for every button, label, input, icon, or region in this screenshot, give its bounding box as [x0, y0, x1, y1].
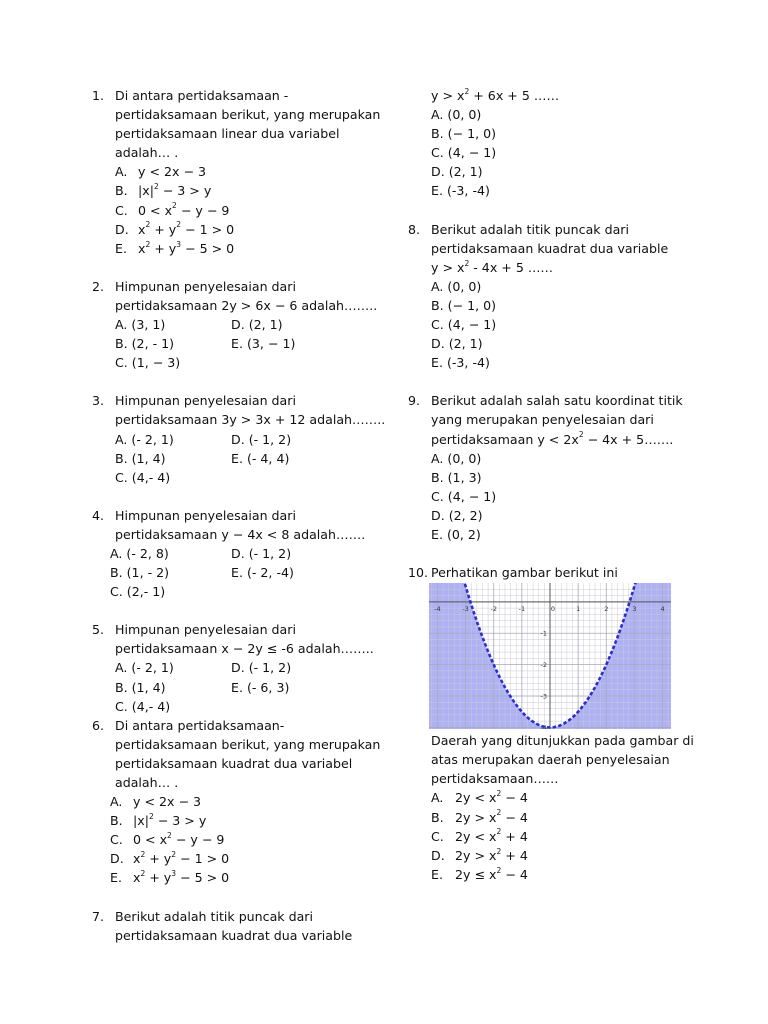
x-tick-label: 1	[576, 604, 581, 613]
answer-option[interactable]: D. (2, 1)	[431, 336, 483, 352]
question-line: Berikut adalah titik puncak dari	[115, 908, 313, 924]
question-line: Berikut adalah titik puncak dari	[431, 221, 629, 237]
x-tick-label: -3	[462, 604, 469, 613]
question-line: $y > x^2 - 4x + 5$ ……	[431, 258, 554, 275]
answer-option[interactable]: D. (2, 2)	[431, 507, 483, 523]
question-text	[115, 716, 392, 792]
question-text	[115, 620, 392, 658]
answer-option[interactable]: E. (-3, -4)	[431, 183, 490, 199]
empty-cell	[231, 697, 392, 716]
answer-options-grid	[92, 315, 392, 372]
parabola-graph	[429, 583, 671, 729]
question-line: pertidaksamaan kuadrat dua variabel	[115, 755, 353, 771]
question-9	[408, 391, 698, 544]
question-number: 1.	[92, 88, 105, 103]
answer-option[interactable]	[431, 865, 698, 884]
answer-option[interactable]	[115, 162, 392, 181]
option-text: $0 < x^2 - y - 9$	[133, 831, 225, 848]
question-row	[92, 506, 392, 544]
empty-cell	[231, 353, 392, 372]
answer-option[interactable]: A. (3, 1)	[115, 317, 166, 333]
answer-option[interactable]: B. (1, - 2)	[110, 565, 170, 581]
question-10	[408, 563, 698, 884]
question-text	[115, 277, 392, 315]
answer-option[interactable]	[431, 808, 698, 827]
question-line: atas merupakan daerah penyelesaian	[431, 752, 670, 768]
option-label: C.	[115, 202, 128, 218]
empty-cell	[231, 468, 392, 487]
question-line: Himpunan penyelesaian dari	[115, 278, 296, 294]
answer-option[interactable]	[110, 868, 392, 887]
answer-option[interactable]: C. (4, − 1)	[431, 317, 497, 333]
option-label: E.	[110, 870, 122, 886]
question-5	[92, 620, 392, 715]
answer-options	[408, 105, 698, 200]
option-text: $2y > x^2 - 4$	[455, 808, 528, 825]
question-line: pertidaksamaan……	[431, 771, 559, 787]
option-label: D.	[110, 851, 124, 867]
question-line: pertidaksamaan berikut, yang merupakan	[115, 107, 381, 123]
question-line: pertidaksamaan y − 4x < 8 adalah…….	[115, 526, 366, 542]
question-text	[431, 563, 698, 582]
question-line: Himpunan penyelesaian dari	[115, 622, 296, 638]
question-line: Berikut adalah salah satu koordinat titik	[431, 393, 683, 409]
answer-option[interactable]: B. (− 1, 0)	[431, 297, 497, 313]
answer-option[interactable]	[431, 827, 698, 846]
answer-option[interactable]: C. (4,- 4)	[115, 469, 171, 485]
option-label: C.	[431, 828, 444, 844]
question-row	[92, 277, 392, 315]
question-row	[92, 716, 392, 792]
question-number: 5.	[92, 622, 105, 638]
option-text: $x^2 + y^3 - 5 > 0$	[133, 869, 230, 886]
answer-options	[92, 162, 392, 257]
option-text: $x^2 + y^3 - 5 > 0$	[138, 239, 235, 256]
y-tick-label: -2	[540, 661, 547, 670]
answer-options-grid	[92, 658, 392, 715]
answer-option[interactable]	[115, 181, 392, 200]
question-2	[92, 277, 392, 372]
answer-options	[408, 449, 698, 544]
question-6	[92, 716, 392, 888]
answer-option[interactable]: D. (2, 1)	[231, 317, 283, 333]
answer-option[interactable]: B. (− 1, 0)	[431, 126, 497, 142]
answer-option[interactable]: D. (- 1, 2)	[231, 545, 292, 561]
option-text: y < 2x − 3	[133, 794, 202, 810]
option-label: A.	[115, 164, 128, 180]
question-number: 6.	[92, 717, 105, 733]
question-text	[115, 506, 392, 544]
question-3	[92, 391, 392, 486]
answer-option[interactable]: B. (1, 4)	[115, 679, 166, 695]
answer-option[interactable]: E. (- 6, 3)	[231, 679, 290, 695]
answer-options	[92, 792, 392, 887]
y-tick-label: -3	[540, 692, 547, 701]
question-line: pertidaksamaan kuadrat dua variable	[115, 927, 353, 943]
question-line: $y > x^2 + 6x + 5$ ……	[431, 86, 560, 103]
answer-option[interactable]: E. (- 4, 4)	[231, 450, 290, 466]
question-line: adalah… .	[115, 145, 179, 161]
option-text: y < 2x − 3	[138, 164, 207, 180]
question-text	[115, 391, 392, 429]
question-text-after-graph	[408, 731, 698, 788]
question-number: 9.	[408, 393, 421, 409]
answer-options-grid	[92, 544, 392, 601]
question-text	[115, 907, 392, 945]
option-label: E.	[431, 866, 443, 882]
x-tick-label: -4	[434, 604, 441, 613]
question-line: pertidaksamaan berikut, yang merupakan	[115, 736, 381, 752]
question-number: 3.	[92, 393, 105, 409]
answer-option[interactable]: C. (1, − 3)	[115, 355, 181, 371]
x-tick-label: -1	[518, 604, 526, 613]
answer-option[interactable]: A. (0, 0)	[431, 278, 482, 294]
question-line: pertidaksamaan 2y > 6x − 6 adalah……..	[115, 297, 378, 313]
option-text: $x^2 + y^2 - 1 > 0$	[133, 850, 230, 867]
x-tick-label: 2	[604, 604, 609, 613]
answer-option[interactable]	[115, 201, 392, 220]
question-number: 8.	[408, 221, 421, 237]
answer-option[interactable]: B. (1, 4)	[115, 450, 166, 466]
question-number: 2.	[92, 278, 105, 294]
option-label: B.	[115, 183, 128, 199]
question-8	[408, 220, 698, 373]
question-line: Himpunan penyelesaian dari	[115, 507, 296, 523]
option-text: $2y < x^2 - 4$	[455, 789, 528, 806]
x-tick-label: 0	[550, 604, 556, 613]
question-text	[115, 86, 392, 162]
question-text	[431, 391, 698, 448]
x-tick-label: 4	[660, 604, 665, 613]
question-line: pertidaksamaan 3y > 3x + 12 adalah……..	[115, 412, 386, 428]
question-number: 10.	[408, 565, 429, 581]
question-row	[92, 620, 392, 658]
option-text: $2y > x^2 + 4$	[455, 846, 528, 863]
question-line: adalah… .	[115, 775, 179, 790]
option-label: A.	[110, 794, 123, 810]
answer-options	[408, 788, 698, 883]
answer-option[interactable]: A. (0, 0)	[431, 450, 482, 466]
question-row	[408, 563, 698, 582]
answer-option[interactable]: B. (1, 3)	[431, 469, 482, 485]
option-text: $0 < x^2 - y - 9$	[138, 201, 230, 218]
answer-option[interactable]	[110, 830, 392, 849]
question-number: 7.	[92, 908, 105, 924]
empty-cell	[231, 582, 392, 601]
answer-option[interactable]	[431, 846, 698, 865]
answer-option[interactable]: C. (2,- 1)	[110, 584, 166, 600]
answer-option[interactable]	[115, 239, 392, 258]
question-7-continued	[408, 86, 698, 201]
question-line: Himpunan penyelesaian dari	[115, 393, 296, 409]
answer-option[interactable]: A. (0, 0)	[431, 107, 482, 123]
question-line: Perhatikan gambar berikut ini	[431, 565, 618, 581]
right-column	[408, 86, 698, 903]
question-row	[408, 220, 698, 277]
question-7	[92, 907, 392, 945]
option-text: $2y \le x^2 - 4$	[455, 865, 528, 882]
answer-option[interactable]	[431, 788, 698, 807]
answer-options-grid	[92, 430, 392, 487]
x-tick-label: -2	[490, 604, 497, 613]
answer-option[interactable]: E. (0, 2)	[431, 526, 481, 542]
question-line: yang merupakan penyelesaian dari	[431, 412, 654, 428]
option-text: $|x|^2 - 3 > y$	[133, 812, 207, 829]
question-row	[408, 391, 698, 448]
question-4	[92, 506, 392, 601]
question-row	[92, 86, 392, 162]
option-label: B.	[431, 809, 444, 825]
option-text: $|x|^2 - 3 > y$	[138, 182, 212, 199]
question-line: Daerah yang ditunjukkan pada gambar di	[431, 733, 694, 749]
option-text: $x^2 + y^2 - 1 > 0$	[138, 220, 235, 237]
question-line: pertidaksamaan $y < 2x^2 - 4x$ + 5…….	[431, 430, 674, 447]
answer-option[interactable]: C. (4,- 4)	[115, 698, 171, 714]
question-line: Di antara pertidaksamaan -	[115, 88, 289, 103]
option-text: $2y < x^2 + 4$	[455, 827, 528, 844]
question-line: pertidaksamaan linear dua variabel	[115, 126, 340, 142]
answer-option[interactable]: A. (- 2, 1)	[115, 431, 174, 447]
option-label: D.	[431, 847, 445, 863]
option-label: E.	[115, 240, 127, 256]
question-row	[92, 907, 392, 945]
question-1	[92, 86, 392, 258]
x-tick-label: 3	[632, 604, 637, 613]
answer-option[interactable]: E. (3, − 1)	[231, 336, 296, 352]
question-line: pertidaksamaan kuadrat dua variable	[431, 240, 669, 256]
question-text	[408, 86, 698, 105]
answer-option[interactable]: C. (4, − 1)	[431, 145, 497, 161]
option-label: D.	[115, 221, 129, 237]
y-tick-label: -4	[540, 724, 547, 730]
answer-option[interactable]: A. (- 2, 8)	[110, 545, 169, 561]
question-line: Di antara pertidaksamaan-	[115, 717, 285, 733]
answer-option[interactable]: D. (- 1, 2)	[231, 660, 292, 676]
answer-option[interactable]: E. (-3, -4)	[431, 355, 490, 371]
option-label: A.	[431, 790, 444, 806]
answer-option[interactable]	[110, 811, 392, 830]
option-label: C.	[110, 832, 123, 848]
answer-option[interactable]	[115, 220, 392, 239]
option-label: B.	[110, 813, 123, 829]
answer-option[interactable]	[110, 849, 392, 868]
answer-option[interactable]: A. (- 2, 1)	[115, 660, 174, 676]
answer-option[interactable]: C. (4, − 1)	[431, 488, 497, 504]
y-tick-label: -1	[540, 629, 547, 638]
question-line: pertidaksamaan x − 2y ≤ -6 adalah……..	[115, 641, 374, 657]
answer-option[interactable]	[110, 792, 392, 811]
question-number: 4.	[92, 507, 105, 523]
answer-option[interactable]: D. (2, 1)	[431, 164, 483, 180]
answer-option[interactable]: D. (- 1, 2)	[231, 431, 292, 447]
answer-option[interactable]: B. (2, - 1)	[115, 336, 175, 352]
question-row	[92, 391, 392, 429]
left-column	[92, 86, 392, 964]
question-text	[431, 220, 698, 277]
answer-options	[408, 277, 698, 372]
answer-option[interactable]: E. (- 2, -4)	[231, 565, 294, 581]
